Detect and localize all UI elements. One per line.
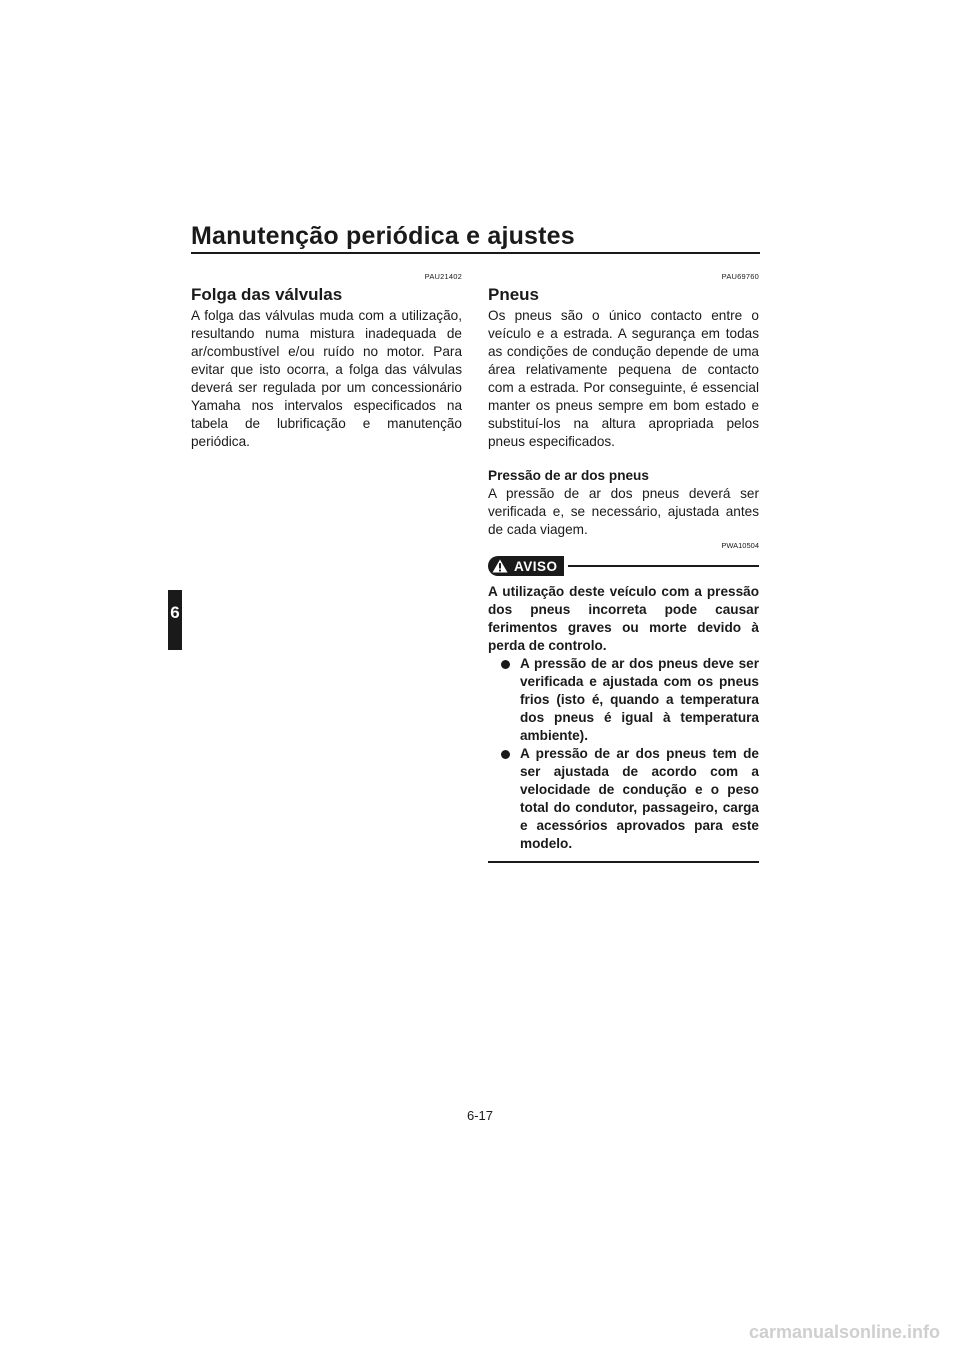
page-number: 6-17 (466, 1108, 494, 1123)
section-code: PAU69760 (721, 272, 759, 281)
bullet-icon (501, 660, 510, 669)
warning-text: A utilização deste veículo com a pressão dos pneus incorreta pode causar ferimentos graves ou morte devido à perda de controlo. (488, 584, 759, 653)
warning-badge (488, 556, 564, 576)
list-item (488, 655, 759, 745)
valves-paragraph: A folga das válvulas muda com a utilização, resultando numa mistura inadequada de ar/combustível e/ou ruído no motor. Para evitar que isto ocorra, a folga das válvulas deverá ser regulada por um concessionário Yamaha nos intervalos especificados na tabela de lubrificação e manutenção periódica. (191, 308, 462, 449)
tires-paragraph: Os pneus são o único contacto entre o veículo e a estrada. A segurança em todas as condições de condução depende de uma área relativamente pequena de contacto com a estrada. Por conseguinte, é essencial manter os pneus sempre em bom estado e substituí-los na altura apropriada pelos pneus especificados. (488, 308, 759, 449)
chapter-number: 6 (170, 603, 180, 622)
warning-rule (568, 565, 759, 567)
bullet-icon (501, 750, 510, 759)
warning-triangle-icon (492, 559, 508, 573)
warning-label: AVISO (514, 558, 558, 574)
page-title: Manutenção periódica e ajustes (191, 222, 575, 250)
warning-end-rule (488, 861, 759, 863)
bullet-text: A pressão de ar dos pneus deve ser verificada e ajustada com os pneus frios (isto é, quando a temperatura dos pneus é igual à temperatura ambiente). (520, 656, 759, 743)
tire-pressure-subheading: Pressão de ar dos pneus (488, 468, 649, 483)
warning-header (488, 555, 759, 577)
section-heading-tires: Pneus (488, 285, 540, 304)
title-rule (191, 252, 760, 254)
tire-pressure-paragraph: A pressão de ar dos pneus deverá ser verificada e, se necessário, ajustada antes de cada viagem. (488, 486, 759, 537)
warning-bullets (488, 655, 759, 853)
warning-code: PWA10504 (721, 541, 759, 550)
list-item (488, 745, 759, 853)
left-column (191, 272, 462, 451)
section-heading-valves: Folga das válvulas (191, 285, 343, 304)
section-code: PAU21402 (424, 272, 462, 281)
right-column (488, 272, 759, 863)
watermark: carmanualsonline.info (748, 1322, 940, 1342)
bullet-text: A pressão de ar dos pneus tem de ser ajustada de acordo com a velocidade de condução e o peso total do condutor, passageiro, carga e acessórios aprovados para este modelo. (520, 746, 759, 851)
